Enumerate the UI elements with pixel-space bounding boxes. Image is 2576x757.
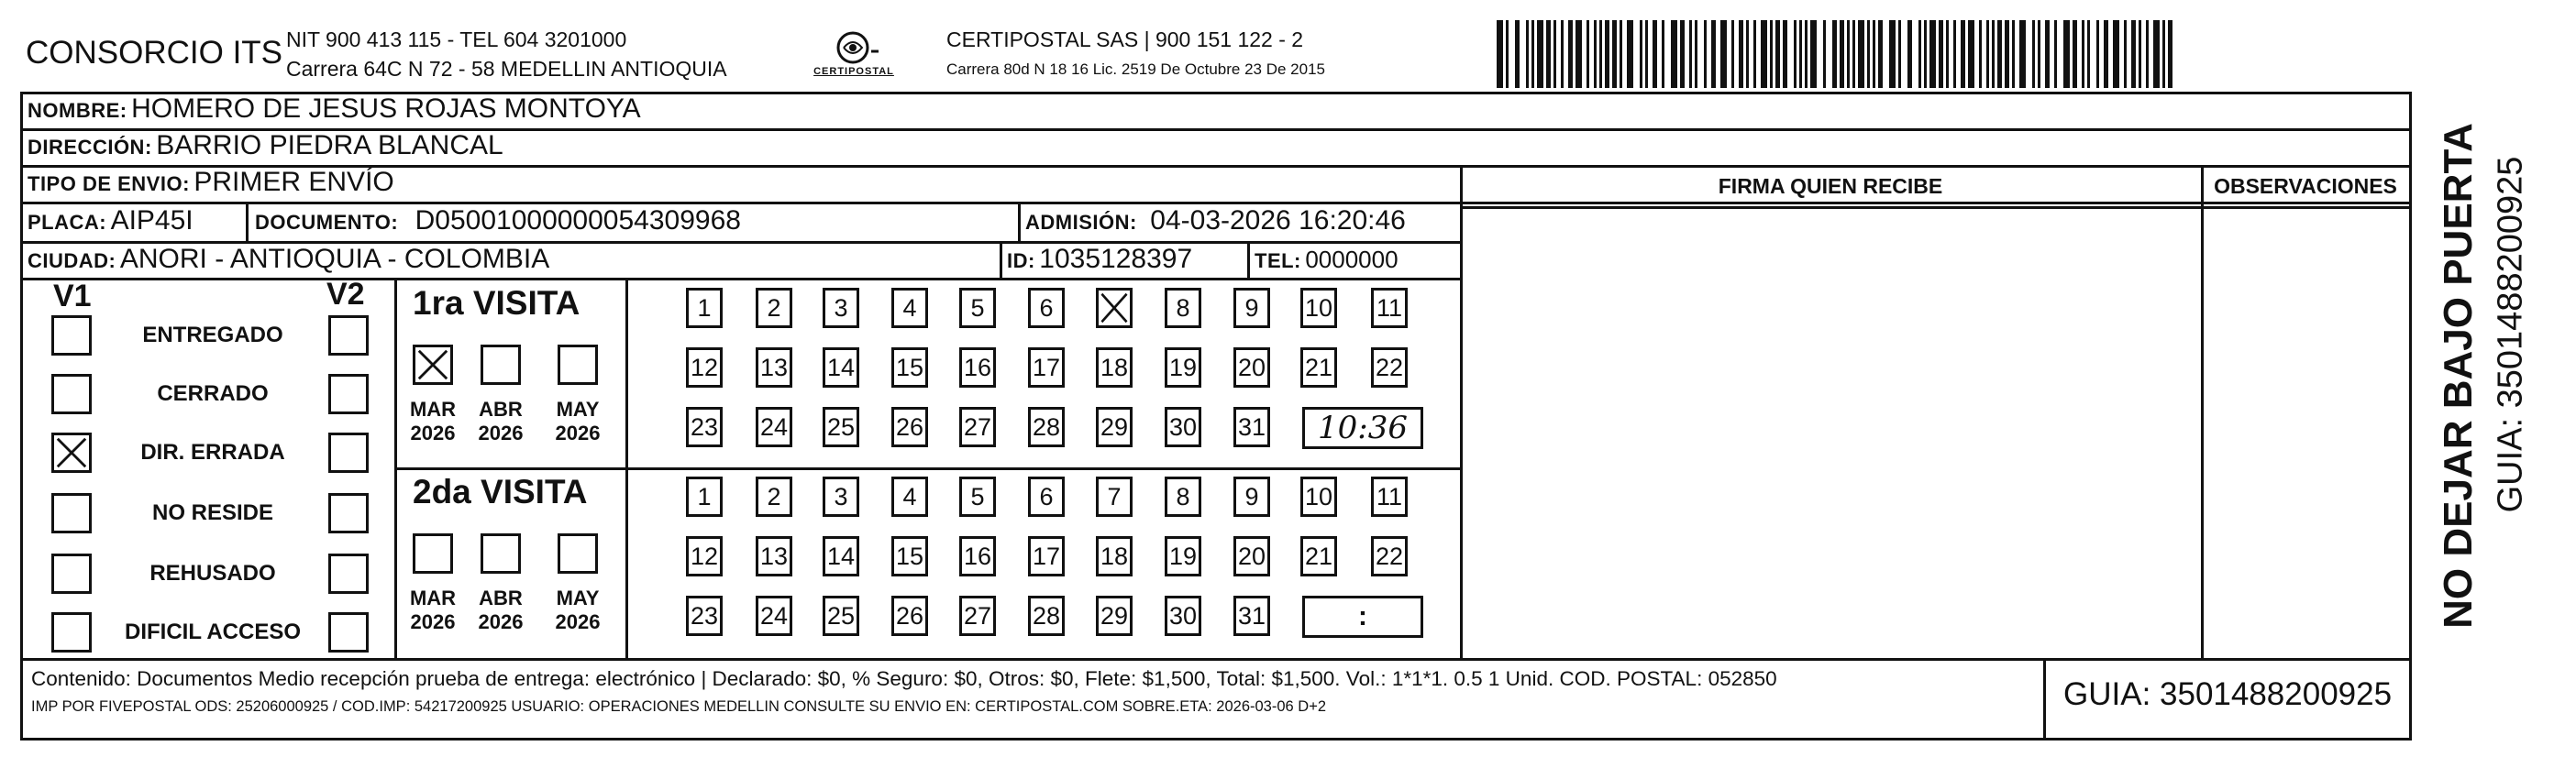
day-box[interactable]: 6 <box>1028 477 1065 517</box>
day-box[interactable]: 22 <box>1371 536 1408 576</box>
day-box[interactable]: 16 <box>959 536 996 576</box>
day-box[interactable]: 29 <box>1096 407 1133 447</box>
recipient-tel: 0000000 <box>1305 246 1399 273</box>
v1-checkbox[interactable] <box>51 554 92 594</box>
tel-label: TEL: <box>1255 249 1301 272</box>
v1-checkbox[interactable] <box>51 493 92 533</box>
signature-area[interactable] <box>1464 210 2199 657</box>
day-box[interactable]: 20 <box>1233 536 1270 576</box>
visit-time-box[interactable]: : <box>1302 596 1423 638</box>
month-year: 2026 <box>555 422 601 444</box>
address-line: Carrera 64C N 72 - 58 MEDELLIN ANTIOQUIA <box>286 57 727 81</box>
v2-checkbox[interactable] <box>328 374 369 414</box>
side-guia: GUIA: 3501488200925 <box>2491 156 2530 513</box>
admission-label: ADMISIÓN: <box>1025 211 1137 234</box>
day-box[interactable]: 2 <box>756 288 792 328</box>
day-box[interactable]: 20 <box>1233 347 1270 388</box>
v2-checkbox[interactable] <box>328 612 369 653</box>
footer-guia: GUIA: 3501488200925 <box>2063 676 2393 712</box>
day-box[interactable]: 1 <box>686 288 723 328</box>
v2-checkbox[interactable] <box>328 493 369 533</box>
day-box[interactable]: 17 <box>1028 536 1065 576</box>
month-label <box>473 587 528 634</box>
recipient-address: BARRIO PIEDRA BLANCAL <box>156 130 503 160</box>
month-name: ABR <box>479 587 523 609</box>
day-box[interactable]: 4 <box>891 288 928 328</box>
month-checkbox-may[interactable] <box>558 345 598 385</box>
day-box[interactable]: 10 <box>1300 477 1337 517</box>
id-label: ID: <box>1007 249 1035 272</box>
observations-area[interactable] <box>2205 210 2410 657</box>
day-box[interactable]: 27 <box>959 407 996 447</box>
status-option-label: REHUSADO <box>149 561 276 586</box>
document-number: D05001000000054309968 <box>415 205 741 236</box>
month-checkbox-abr[interactable] <box>481 345 521 385</box>
day-box[interactable]: 4 <box>891 477 928 517</box>
day-box[interactable]: 29 <box>1096 596 1133 636</box>
month-label <box>405 398 460 445</box>
day-box[interactable]: 6 <box>1028 288 1065 328</box>
status-option-label: DIFICIL ACCESO <box>124 620 301 644</box>
day-box[interactable]: 9 <box>1233 288 1270 328</box>
v2-checkbox[interactable] <box>328 554 369 594</box>
v2-header: V2 <box>326 277 365 312</box>
month-name: MAR <box>409 398 457 421</box>
day-box[interactable]: 31 <box>1233 407 1270 447</box>
no-dejar-bajo-puerta-warning: NO DEJAR BAJO PUERTA <box>2436 123 2481 629</box>
plate: AIP45I <box>110 205 193 236</box>
day-box[interactable]: 12 <box>686 347 723 388</box>
day-box[interactable]: 10 <box>1300 288 1337 328</box>
day-box[interactable]: 19 <box>1165 347 1201 388</box>
month-label <box>473 398 528 445</box>
recipient-name: HOMERO DE JESUS ROJAS MONTOYA <box>131 93 641 124</box>
day-box[interactable]: 30 <box>1165 596 1201 636</box>
day-box[interactable]: 18 <box>1096 347 1133 388</box>
day-box[interactable]: 23 <box>686 407 723 447</box>
content-line: Contenido: Documentos Medio recepción prueba de entrega: electrónico | Declarado: $0, % Seguro: $0, Otros: $0, Flete: $1,500, Total: $1,500. Vol.: 1*1*1. 0.5 1 Unid. COD. POSTAL: 052850 <box>31 667 1777 690</box>
day-box[interactable]: 8 <box>1165 288 1201 328</box>
day-box[interactable]: 30 <box>1165 407 1201 447</box>
day-box[interactable]: 12 <box>686 536 723 576</box>
visit-time-box[interactable]: 10:36 <box>1302 407 1423 449</box>
day-box[interactable]: 11 <box>1371 288 1408 328</box>
day-box[interactable]: 28 <box>1028 596 1065 636</box>
day-box[interactable]: 25 <box>823 596 859 636</box>
month-name: MAY <box>556 398 600 421</box>
nit-line: NIT 900 413 115 - TEL 604 3201000 <box>286 27 627 51</box>
day-box[interactable]: 23 <box>686 596 723 636</box>
v1-checkbox[interactable] <box>51 612 92 653</box>
admission-date: 04-03-2026 16:20:46 <box>1150 205 1406 236</box>
license-line: Carrera 80d N 18 16 Lic. 2519 De Octubre 23 De 2015 <box>946 60 1325 78</box>
day-box[interactable]: 24 <box>756 407 792 447</box>
day-box[interactable]: 11 <box>1371 477 1408 517</box>
day-box[interactable]: 2 <box>756 477 792 517</box>
day-box[interactable]: 28 <box>1028 407 1065 447</box>
v1-checkbox[interactable] <box>51 315 92 356</box>
v1-header: V1 <box>53 279 92 313</box>
plate-label: PLACA: <box>28 211 107 234</box>
shipping-type-label: TIPO DE ENVIO: <box>28 172 190 195</box>
company-name: CONSORCIO ITS <box>26 35 283 71</box>
month-name: MAY <box>556 587 600 609</box>
day-box[interactable]: 14 <box>823 347 859 388</box>
day-box[interactable]: 26 <box>891 407 928 447</box>
signature-column-header: FIRMA QUIEN RECIBE <box>1718 174 1943 198</box>
v1-checkbox[interactable] <box>51 433 92 473</box>
day-box[interactable]: 27 <box>959 596 996 636</box>
month-label <box>550 587 605 634</box>
imp-line: IMP POR FIVEPOSTAL ODS: 25206000925 / COD.IMP: 54217200925 USUARIO: OPERACIONES MEDELLIN CONSULTE SU ENVIO EN: CERTIPOSTAL.COM SOBRE.ETA: 2026-03-06 D+2 <box>31 698 1327 715</box>
month-checkbox-may[interactable] <box>558 533 598 574</box>
day-box[interactable]: 5 <box>959 477 996 517</box>
observations-column-header: OBSERVACIONES <box>2214 174 2397 198</box>
visit-1-title: 1ra VISITA <box>413 284 580 322</box>
visit-2-title: 2da VISITA <box>413 473 588 510</box>
courier-line: CERTIPOSTAL SAS | 900 151 122 - 2 <box>946 27 1304 51</box>
day-box[interactable]: 24 <box>756 596 792 636</box>
day-box[interactable]: 17 <box>1028 347 1065 388</box>
logo-text: CERTIPOSTAL <box>813 66 894 77</box>
month-year: 2026 <box>478 422 524 444</box>
shipping-type: PRIMER ENVÍO <box>193 167 394 197</box>
day-box[interactable]: 13 <box>756 536 792 576</box>
day-box[interactable]: 3 <box>823 288 859 328</box>
day-box[interactable]: 31 <box>1233 596 1270 636</box>
day-box[interactable]: 3 <box>823 477 859 517</box>
day-box[interactable] <box>1096 288 1133 328</box>
city-label: CIUDAD: <box>28 249 116 272</box>
city: ANORI - ANTIOQUIA - COLOMBIA <box>119 244 550 274</box>
address-label: DIRECCIÓN: <box>28 136 152 159</box>
day-box[interactable]: 15 <box>891 536 928 576</box>
day-box[interactable]: 1 <box>686 477 723 517</box>
status-option-label: ENTREGADO <box>142 323 283 347</box>
document-label: DOCUMENTO: <box>255 211 399 234</box>
month-checkbox-abr[interactable] <box>481 533 521 574</box>
month-label <box>550 398 605 445</box>
month-name: MAR <box>409 587 457 609</box>
v2-checkbox[interactable] <box>328 433 369 473</box>
day-box[interactable]: 7 <box>1096 477 1133 517</box>
day-box[interactable]: 16 <box>959 347 996 388</box>
month-checkbox-mar[interactable] <box>413 533 453 574</box>
month-year: 2026 <box>555 610 601 633</box>
day-box[interactable]: 25 <box>823 407 859 447</box>
month-year: 2026 <box>478 610 524 633</box>
day-box[interactable]: 21 <box>1300 347 1337 388</box>
name-label: NOMBRE: <box>28 99 127 122</box>
barcode <box>1497 20 2177 88</box>
month-label <box>405 587 460 634</box>
v2-checkbox[interactable] <box>328 315 369 356</box>
v1-checkbox[interactable] <box>51 374 92 414</box>
day-box[interactable]: 14 <box>823 536 859 576</box>
month-name: ABR <box>479 398 523 421</box>
day-box[interactable]: 26 <box>891 596 928 636</box>
month-year: 2026 <box>410 422 456 444</box>
day-box[interactable]: 8 <box>1165 477 1201 517</box>
certipostal-logo <box>807 27 899 82</box>
day-box[interactable]: 19 <box>1165 536 1201 576</box>
status-option-label: NO RESIDE <box>151 500 274 525</box>
day-box[interactable]: 13 <box>756 347 792 388</box>
month-checkbox-mar[interactable] <box>413 345 453 385</box>
month-year: 2026 <box>410 610 456 633</box>
status-option-label: CERRADO <box>157 381 269 406</box>
day-box[interactable]: 5 <box>959 288 996 328</box>
day-box[interactable]: 21 <box>1300 536 1337 576</box>
recipient-id: 1035128397 <box>1039 244 1193 274</box>
day-box[interactable]: 9 <box>1233 477 1270 517</box>
day-box[interactable]: 15 <box>891 347 928 388</box>
day-box[interactable]: 22 <box>1371 347 1408 388</box>
status-option-label: DIR. ERRADA <box>140 440 285 465</box>
day-box[interactable]: 18 <box>1096 536 1133 576</box>
